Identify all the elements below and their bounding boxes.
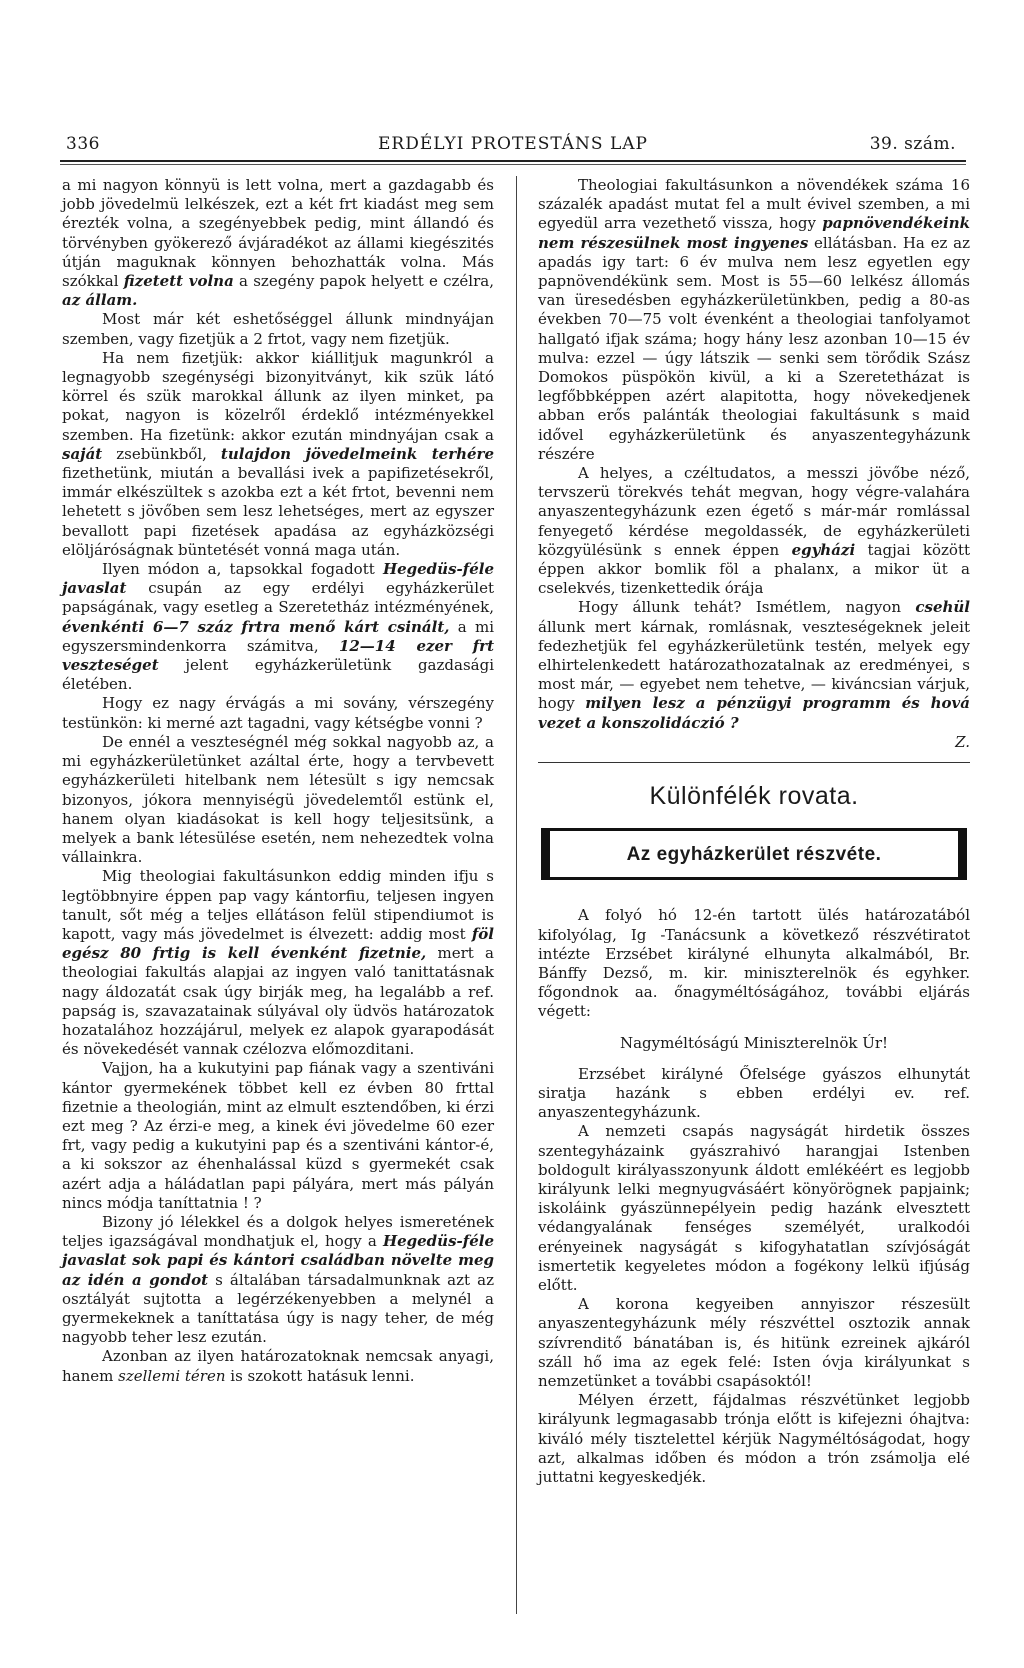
paragraph: Azonban az ilyen határozatoknak nemcsak anyagi, hanem szellemi téren is szokott hatásuk lenni. <box>62 1347 494 1385</box>
letter-greeting: Nagyméltóságú Miniszterelnök Úr! <box>619 1033 889 1052</box>
signature: Z. <box>955 732 970 751</box>
header-rule-thin <box>60 164 966 165</box>
right-column <box>538 176 970 1487</box>
journal-title: ERDÉLYI PROTESTÁNS LAP <box>378 134 648 154</box>
paragraph: A helyes, a czéltudatos, a messzi jövőbe néző, tervszerü törekvés tehát megvan, hogy végre-valahára anyaszentegyházunk ezen égető s már-már romlással fenyegető kérdése megoldassék, de egyházkerületi közgyülésünk s ennek éppen egyházi tagjai között éppen akkor bomlik föl a phalanx, a mikor üt a cselekvés, tizenkettedik órája <box>538 464 970 598</box>
page-header <box>60 134 966 158</box>
paragraph: A korona kegyeiben annyiszor részesült anyaszentegyházunk mély részvéttel osztozik annak szívrenditő bánatában is, és hitünk ezreinek ajkáról száll hő ima az egek felé: Isten óvja királyunkat s nemzetünket a további csapásoktól! <box>538 1295 970 1390</box>
article-title: Az egyházkerület részvéte. <box>626 843 882 865</box>
paragraph: De ennél a veszteségnél még sokkal nagyobb az, a mi egyházkerületünket azáltal érte, hogy a tervbevett egyházkerületi hitelbank nem létesült s igy nemcsak bizonyos, jókora mennyiségü jövedelemtől estünk el, hanem olyan kiadásokat is kell hogy teljesitsünk, a melyek a bank létesülése esetén, nem nehezedtek volna vállainkra. <box>62 732 494 867</box>
issue-number: 39. szám. <box>869 134 956 154</box>
paragraph: Vajjon, ha a kukutyini pap fiának vagy a szentiváni kántor gyermekének többet kell ez évben 80 frttal fizetnie a theologián, mint az elmult esztendőben, ki érzi ezt meg ? Az érzi-e meg, a kinek évi jövedelme 60 ezer frt, vagy pedig a kukutyini pap és a szentiváni kántor-é, a ki sokszor az éhenhalással küzd s gyermekét csak azért adja a háládatlan papi pályára, mert más pályán nincs módja taníttatnia ! ? <box>62 1059 494 1212</box>
paragraph: Hogy ez nagy érvágás a mi sovány, vérszegény testünkön: ki merné azt tagadni, vagy kétségbe vonni ? <box>62 694 494 732</box>
paragraph: Ha nem fizetjük: akkor kiállitjuk magunkról a legnagyobb szegénységi bizonyitványt, kik szük látó körrel és szük marokkal állunk az ilyen minket, pa pokat, nagyon is közelről érdeklő intézményekkel szemben. Ha fizetünk: akkor ezután mindnyájan csak a saját zsebünkből, tulajdon jövedelmeink terhére fizethetünk, miután a bevallási ivek a papifizetésekről, immár elkészültek s azokba ezt a két frtot, bevenni nem lehetett s jövőben sem lesz lehetséges, mert az egyszer bevallott papi fizetések apadása az egyházközségi elöljáróságnak büntetését vonná maga után. <box>62 348 494 559</box>
paragraph: Ilyen módon a, tapsokkal fogadott Hegedüs-féle javaslat csupán az egy erdélyi egyházkerület papságának, vagy esetleg a Szeretetház intézményének, évenkénti 6—7 száz frtra menő kárt csinált, a mi egyszersmindenkorra számitva, 12—14 ezer frt veszteséget jelent egyházkerületünk gazdasági életében. <box>62 560 495 694</box>
paragraph: Most már két eshetőséggel állunk mindnyájan szemben, vagy fizetjük a 2 frtot, vagy nem fizetjük. <box>62 310 494 348</box>
column-divider <box>516 176 517 1614</box>
paragraph: Hogy állunk tehát? Ismétlem, nagyon csehül állunk mert kárnak, romlásnak, veszteségeknek jeleit fedezhetjük fel egyházkerületünk testén, melyek egy elhirtelenkedett határozathozatalnak az eredményei, s most már, — egyebet nem tehetve, — kiváncsian várjuk, hogy milyen lesz a pénzügyi programm és hová vezet a konszolidáczió ? <box>538 598 970 732</box>
article-title-box <box>541 828 967 880</box>
paragraph: Theologiai fakultásunkon a növendékek száma 16 százalék apadást mutat fel a mult évivel szemben, a mi egyedül arra vezethető vissza, hogy papnövendékeink nem részesülnek most ingyenes ellátásban. Ha ez az apadás igy tart: 6 év mulva nem lesz egyetlen egy papnövendékünk sem. Most is 55—60 lelkész állomás van üresedésben egyházkerületünkben, pedig a 80-as években 70—75 volt évenként a theologiai tanfolyamot hallgató ifjak száma; hogy hány lesz azonban 10—15 év mulva: ezzel — úgy látszik — senki sem törődik Szász Domokos püspökön kivül, a ki a Szeretetházat is legfőbbképpen azért alapitotta, hogy növekedjenek abban erős palánták theologiai fakultásunk s maid idővel egyházkerületünk és anyaszentegyházunk részére <box>538 176 970 463</box>
left-column <box>62 176 494 1386</box>
section-divider <box>538 762 970 763</box>
paragraph: Mig theologiai fakultásunkon eddig minden ifju s legtöbbnyire éppen pap vagy kántorfiu, teljesen ingyen tanult, sőt még a teljes ellátáson felül stipendiumot is kapott, vagy más jövedelmet is élvezett: addig most föl egész 80 frtig is kell évenként fizetnie, mert a theologiai fakultás alapjai az ingyen való tanittatásnak nagy áldozatát csak úgy birják meg, ha legalább a ref. papság is, szavazatainak súlyával oly üdvös határozatok hozatalához hozzájárul, melyek ez alapok gyarapodását és növekedését vannak czélozva előmozditani. <box>62 867 495 1059</box>
paragraph: A nemzeti csapás nagyságát hirdetik összes szentegyházaink gyászrahivó harangjai Istenben boldogult királyasszonyunk áldott emlékéért es legjobb királyunk lelki megnyugvásáért könyörögnek papjaink; iskoláink gyászünnepélyein pedig hazánk elvesztett védangyalának fenséges személyét, uralkodói erényeinek nagyságát s kifogyhatatlan szívjóságát ismertetik kegyeletes módon a fogékony lelkü ifjúság előtt. <box>538 1122 970 1294</box>
paragraph: A folyó hó 12-én tartott ülés határozatából kifolyólag, Ig -Tanácsunk a következő részvétiratot intézte Erzsébet királyné elhunyta alkalmából, Br. Bánffy Dezső, m. kir. miniszterelnök és egyhker. főgondnok aa. őnagyméltóságához, további eljárás végett: <box>538 906 970 1021</box>
section-title: Különfélék rovata. <box>649 782 859 811</box>
header-rule <box>60 160 966 162</box>
paragraph: Mélyen érzett, fájdalmas részvétünket legjobb királyunk legmagasabb trónja előtt is kifejezni óhajtva: kiváló mély tisztelettel kérjük Nagyméltóságodat, hogy azt, alkalmas időben és módon a trón zsámolja elé juttatni kegyeskedjék. <box>538 1391 970 1486</box>
paragraph: a mi nagyon könnyü is lett volna, mert a gazdagabb és jobb jövedelmü lelkészek, ezt a két frt kiadást meg sem érezték volna, a szegényebbek pedig, mint állandó és törvényben gyökerező ávjáradékot az állami kiegészités útján maguknak könnyen behozhatták volna. Más szókkal fizetett volna a szegény papok helyett e czélra, az állam. <box>62 176 494 310</box>
page-number: 336 <box>66 134 100 154</box>
paragraph: Bizony jó lélekkel és a dolgok helyes ismeretének teljes igazságával mondhatjuk el, hogy a Hegedüs-féle javaslat sok papi és kántori családban növelte meg az idén a gondot s általában társadalmunknak azt az osztályát sujtotta a legérzékenyebben a melynél a gyermekeknek a taníttatása úgy is nagy teher, de még nagyobb teher lesz ezután. <box>62 1212 494 1347</box>
paragraph: Erzsébet királyné Őfelsége gyászos elhunytát siratja hazánk s ebben erdélyi ev. ref. anyaszentegyházunk. <box>538 1064 970 1122</box>
